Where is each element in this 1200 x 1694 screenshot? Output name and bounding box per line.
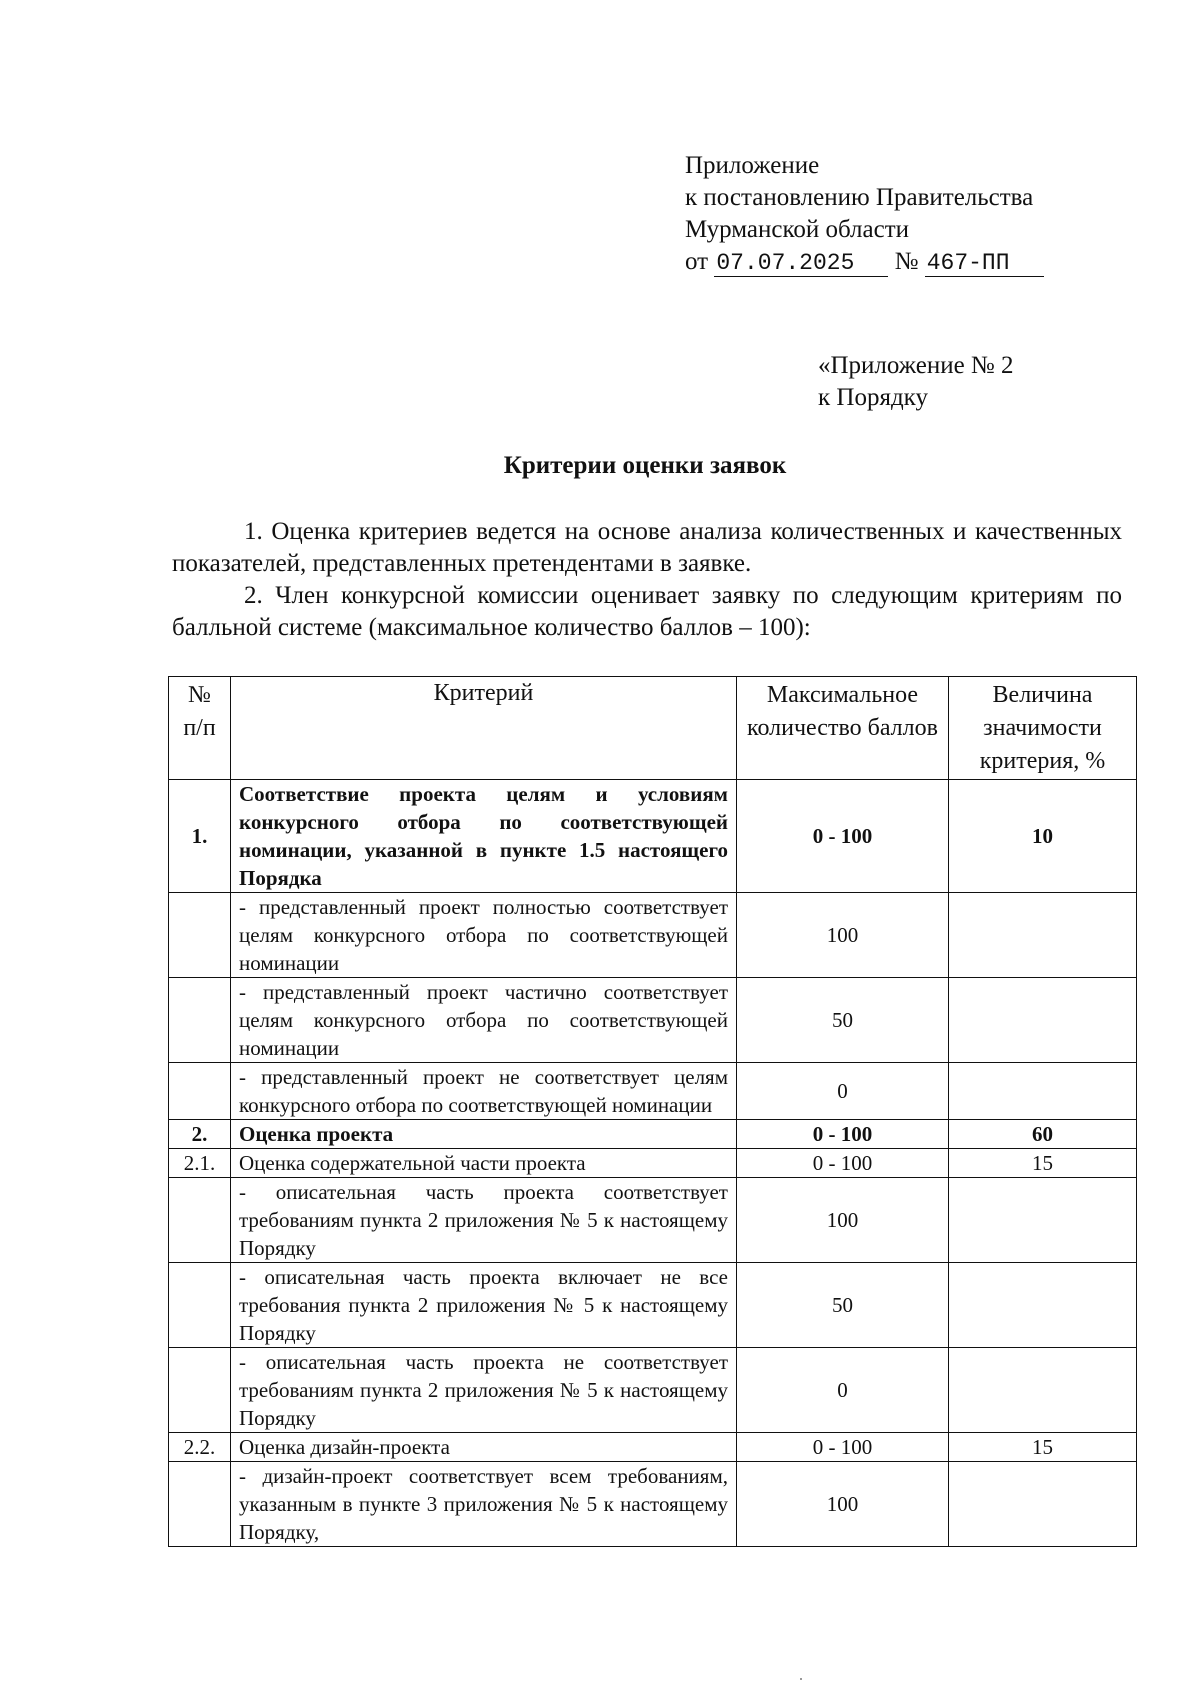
row-criterion: - описательная часть проекта соответствует требованиям пункта 2 приложения № 5 к настоящему Порядку: [231, 1178, 737, 1263]
header-num: № п/п: [169, 677, 231, 780]
row-max: 100: [737, 893, 949, 978]
row-max: 50: [737, 1263, 949, 1348]
row-weight: [949, 1178, 1137, 1263]
number-prefix: №: [894, 248, 919, 275]
appendix-line-3: Мурманской области: [685, 216, 910, 243]
row-weight: 10: [949, 780, 1137, 893]
row-max: 0: [737, 1063, 949, 1120]
appendix-2-line-2: к Порядку: [818, 384, 928, 411]
table-row: [169, 1120, 1137, 1149]
row-num: [169, 978, 231, 1063]
date-prefix: от: [685, 248, 709, 275]
table-row: [169, 1178, 1137, 1263]
resolution-number: 467-ПП: [925, 250, 1044, 277]
appendix-date-line: [685, 246, 1044, 278]
document-title: Критерии оценки заявок: [503, 452, 787, 479]
row-criterion: Оценка проекта: [231, 1120, 737, 1149]
row-weight: [949, 893, 1137, 978]
table-row: [169, 780, 1137, 893]
table-row: [169, 1063, 1137, 1120]
header-max-points: Максимальное количество баллов: [737, 677, 949, 780]
row-criterion: - представленный проект не соответствует целям конкурсного отбора по соответствующей номинации: [231, 1063, 737, 1120]
table-row: [169, 1263, 1137, 1348]
row-criterion: - дизайн-проект соответствует всем требованиям, указанным в пункте 3 приложения № 5 к настоящему Порядку,: [231, 1462, 737, 1547]
appendix-2-line-1: «Приложение № 2: [818, 352, 1014, 379]
row-num: [169, 1063, 231, 1120]
criteria-table: [168, 676, 1137, 1547]
row-num: [169, 1348, 231, 1433]
row-weight: [949, 1263, 1137, 1348]
appendix-line-1: Приложение: [685, 152, 820, 179]
row-criterion: Оценка дизайн-проекта: [231, 1433, 737, 1462]
table-row: [169, 978, 1137, 1063]
row-num: 1.: [169, 780, 231, 893]
row-max: 0: [737, 1348, 949, 1433]
row-max: 100: [737, 1462, 949, 1547]
table-row: [169, 1433, 1137, 1462]
paragraph-1: 1. Оценка критериев ведется на основе анализа количественных и качественных показателей, представленных претендентами в заявке.: [172, 518, 1122, 577]
table-row: [169, 1149, 1137, 1178]
row-weight: 15: [949, 1433, 1137, 1462]
table-row: [169, 1462, 1137, 1547]
paragraph-2: 2. Член конкурсной комиссии оценивает заявку по следующим критериям по балльной системе (максимальное количество баллов – 100):: [172, 582, 1122, 641]
table-row: [169, 1348, 1137, 1433]
row-num: 2.2.: [169, 1433, 231, 1462]
appendix-line-2: к постановлению Правительства: [685, 184, 1034, 211]
row-criterion: - представленный проект полностью соответствует целям конкурсного отбора по соответствующей номинации: [231, 893, 737, 978]
row-max: 0 - 100: [737, 1149, 949, 1178]
row-max: 0 - 100: [737, 1433, 949, 1462]
row-weight: [949, 978, 1137, 1063]
row-criterion: Соответствие проекта целям и условиям конкурсного отбора по соответствующей номинации, указанной в пункте 1.5 настоящего Порядка: [231, 780, 737, 893]
row-criterion: - описательная часть проекта включает не все требования пункта 2 приложения № 5 к настоящему Порядку: [231, 1263, 737, 1348]
row-max: 0 - 100: [737, 780, 949, 893]
table-header-row: [169, 677, 1137, 780]
row-num: [169, 893, 231, 978]
row-num: 2.1.: [169, 1149, 231, 1178]
row-weight: 60: [949, 1120, 1137, 1149]
appendix-2-header: [818, 350, 1014, 414]
row-criterion: Оценка содержательной части проекта: [231, 1149, 737, 1178]
scan-speck: [800, 1678, 802, 1680]
row-num: [169, 1263, 231, 1348]
table-row: [169, 893, 1137, 978]
header-weight: Величина значимости критерия, %: [949, 677, 1137, 780]
row-weight: 15: [949, 1149, 1137, 1178]
row-max: 50: [737, 978, 949, 1063]
resolution-date: 07.07.2025: [714, 250, 888, 277]
row-weight: [949, 1462, 1137, 1547]
appendix-header: [685, 150, 1044, 278]
row-num: 2.: [169, 1120, 231, 1149]
row-criterion: - описательная часть проекта не соответствует требованиям пункта 2 приложения № 5 к настоящему Порядку: [231, 1348, 737, 1433]
row-weight: [949, 1063, 1137, 1120]
row-criterion: - представленный проект частично соответствует целям конкурсного отбора по соответствующей номинации: [231, 978, 737, 1063]
row-weight: [949, 1348, 1137, 1433]
row-num: [169, 1178, 231, 1263]
row-num: [169, 1462, 231, 1547]
row-max: 100: [737, 1178, 949, 1263]
header-criterion: Критерий: [231, 677, 737, 780]
row-max: 0 - 100: [737, 1120, 949, 1149]
